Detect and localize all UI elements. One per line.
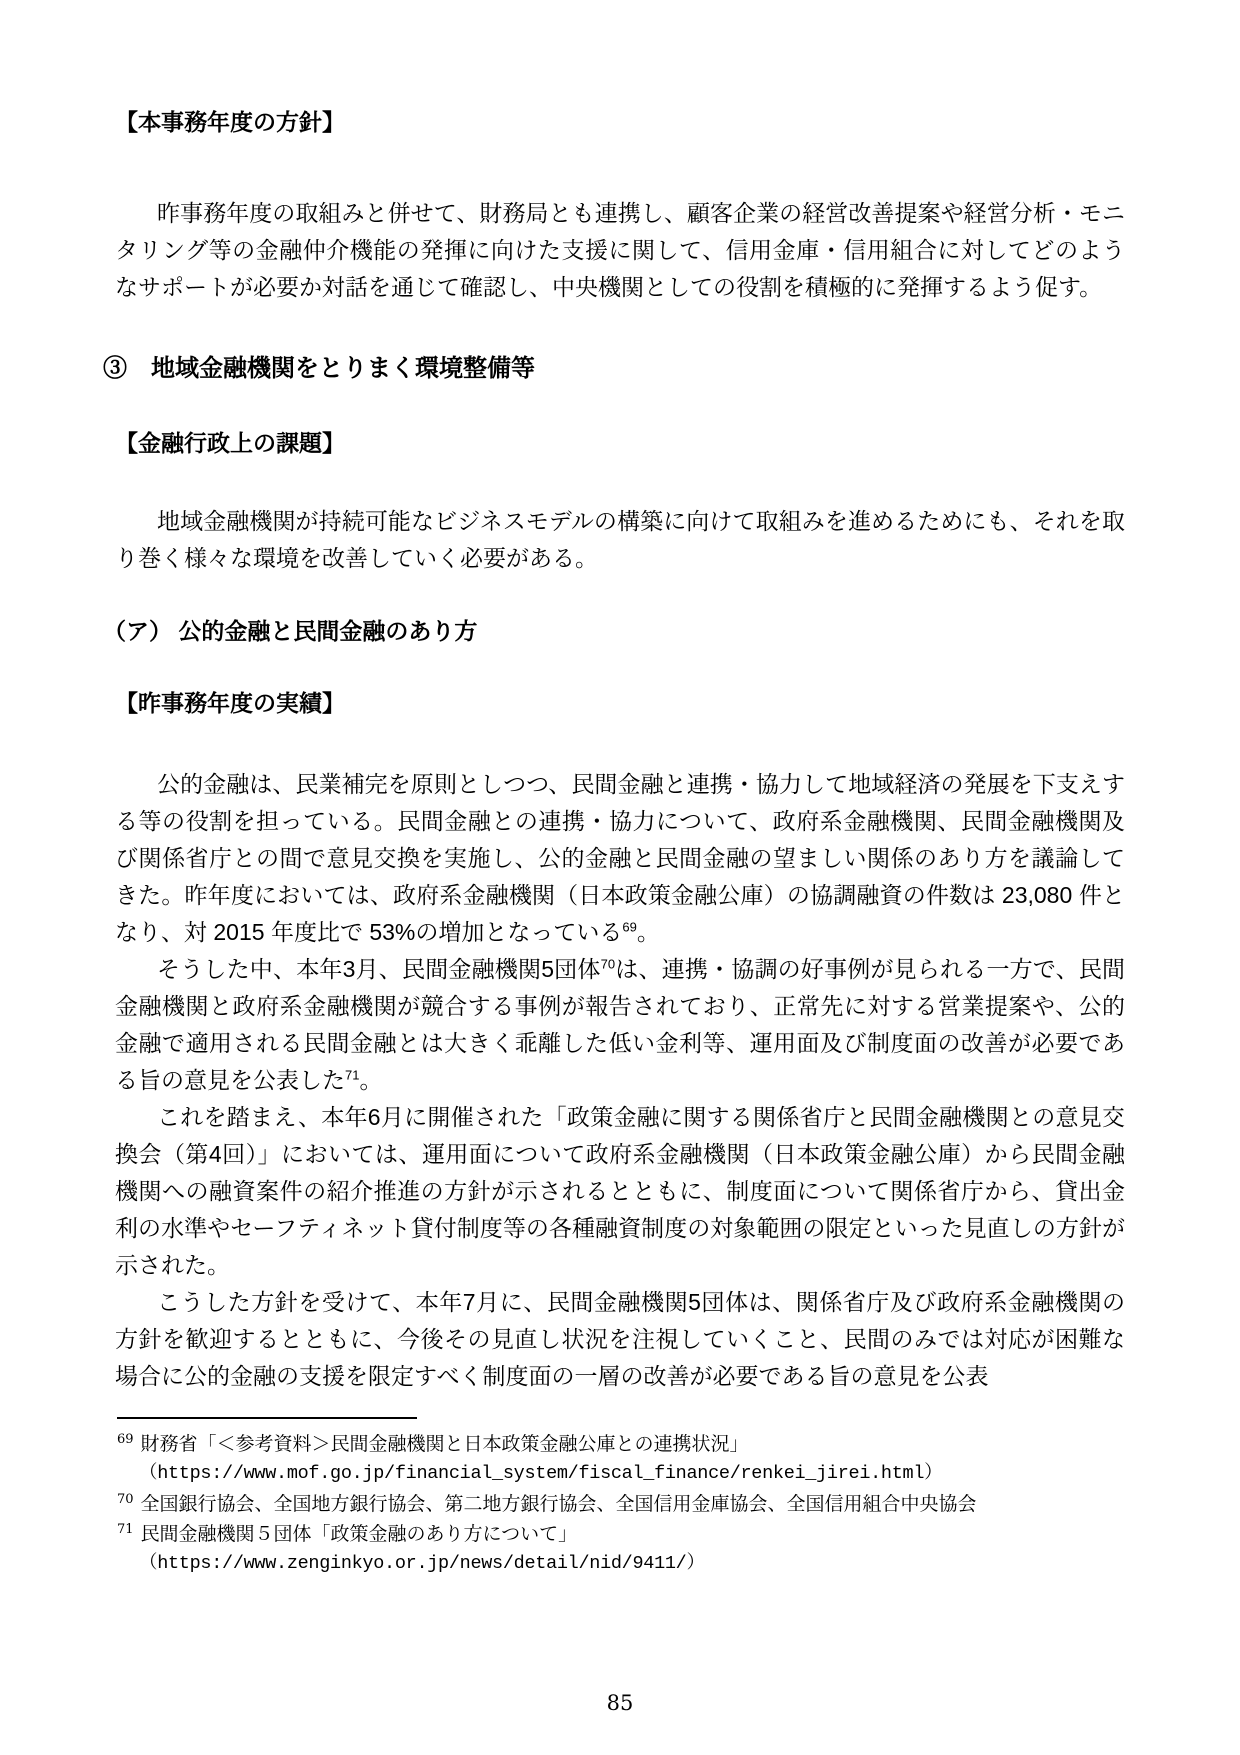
footnote-69: [117, 1429, 1125, 1489]
regulatory-issues-heading: 【金融行政上の課題】: [115, 429, 345, 456]
results-paragraph-1-tail: 。: [636, 919, 660, 945]
footnote-69-text: 財務省「＜参考資料＞民間金融機関と日本政策金融公庫との連携状況」: [140, 1433, 749, 1455]
subsection-a-heading: （ア） 公的金融と民間金融のあり方: [103, 617, 478, 644]
footnote-71-marker: 71: [117, 1521, 134, 1537]
results-paragraph-3: これを踏まえ、本年6月に開催された「政策金融に関する関係省庁と民間金融機関との意見交換会（第4回）」においては、運用面について政府系金融機関（日本政策金融公庫）から民間金融機関への融資案件の紹介推進の方針が示されるとともに、制度面について関係省庁から、貸出金利の水準やセーフティネット貸付制度等の各種融資制度の対象範囲の限定といった見直しの方針が示された。: [115, 1104, 1125, 1278]
results-paragraph-4: こうした方針を受けて、本年7月に、民間金融機関5団体は、関係省庁及び政府系金融機関の方針を歓迎するとともに、今後その見直し状況を注視していくこと、民間のみでは対応が困難な場合に公的金融の支援を限定すべく制度面の一層の改善が必要である旨の意見を公表: [115, 1289, 1125, 1389]
results-paragraph-2-text-b: は、連携・協調の好事例が見られる一方で、民間金融機関と政府系金融機関が競合する事例が報告されており、正常先に対する営業提案や、公的金融で適用される民間金融とは大きく乖離した低い金利等、運用面及び制度面の改善が必要である旨の意見を公表した: [115, 956, 1125, 1093]
regulatory-issues-paragraph: 地域金融機関が持続可能なビジネスモデルの構築に向けて取組みを進めるためにも、それを取り巻く様々な環境を改善していく必要がある。: [115, 507, 1125, 571]
footnote-ref-71: 71: [345, 1067, 360, 1083]
results-paragraph-1-text: 公的金融は、民業補完を原則としつつ、民間金融と連携・協力して地域経済の発展を下支えする等の役割を担っている。民間金融との連携・協力について、政府系金融機関、民間金融機関及び関係省庁との間で意見交換を実施し、公的金融と民間金融の望ましい関係のあり方を議論してきた。昨年度においては、政府系金融機関（日本政策金融公庫）の協調融資の件数は 23,080 件となり、対 2015 年度比で 53%の増加となっている: [115, 771, 1125, 945]
footnote-71-url: （https://www.zenginkyo.or.jp/news/detail/nid/9411/）: [139, 1553, 705, 1574]
footnote-separator: [117, 1417, 417, 1419]
footnote-70-text: 全国銀行協会、全国地方銀行協会、第二地方銀行協会、全国信用金庫協会、全国信用組合中央協会: [140, 1493, 977, 1515]
results-paragraph-2-tail: 。: [359, 1067, 383, 1093]
results-paragraph-1: [115, 766, 1125, 951]
results-paragraph-2-text-a: そうした中、本年3月、民間金融機関5団体: [157, 956, 601, 982]
footnote-71: [117, 1519, 1125, 1579]
footnotes-block: [115, 1417, 1125, 1579]
footnote-69-marker: 69: [117, 1431, 134, 1447]
footnote-70-marker: 70: [117, 1491, 134, 1507]
section-3-heading: ③ 地域金融機関をとりまく環境整備等: [103, 354, 535, 382]
last-year-results-heading: 【昨事務年度の実績】: [115, 690, 345, 717]
results-paragraph-2: [115, 951, 1125, 1099]
footnote-69-url: （https://www.mof.go.jp/financial_system/fiscal_finance/renkei_jirei.html）: [139, 1463, 943, 1484]
page-number: 85: [606, 1691, 634, 1715]
footnote-70: [117, 1489, 1125, 1519]
footnote-ref-70: 70: [600, 956, 616, 972]
footnote-ref-69: 69: [622, 919, 637, 935]
current-year-policy-paragraph: 昨事務年度の取組みと併せて、財務局とも連携し、顧客企業の経営改善提案や経営分析・モニタリング等の金融仲介機能の発揮に向けた支援に関して、信用金庫・信用組合に対してどのようなサポートが必要か対話を通じて確認し、中央機関としての役割を積極的に発揮するよう促す。: [115, 199, 1125, 300]
footnote-71-text: 民間金融機関５団体「政策金融のあり方について」: [140, 1523, 578, 1545]
current-year-policy-heading: 【本事務年度の方針】: [115, 109, 345, 135]
